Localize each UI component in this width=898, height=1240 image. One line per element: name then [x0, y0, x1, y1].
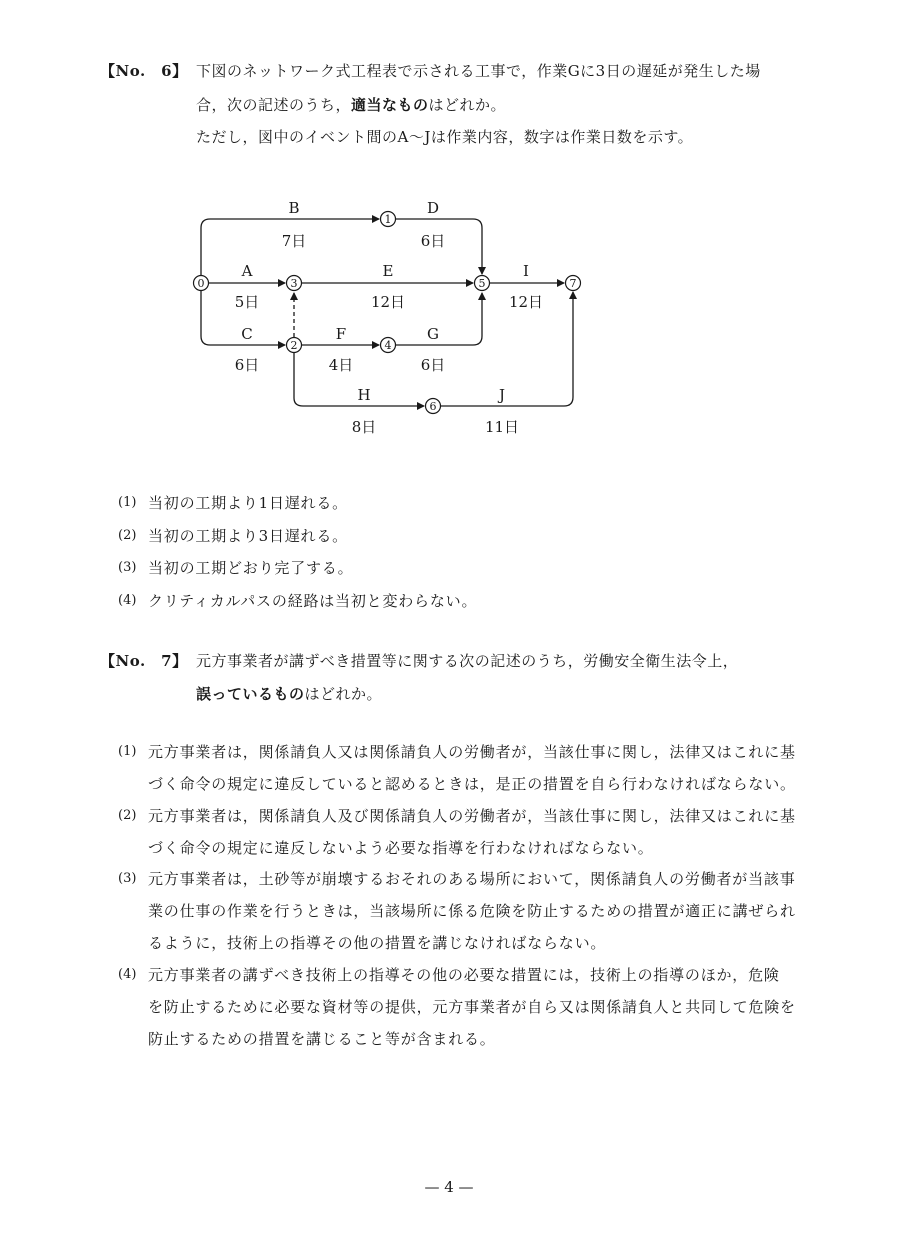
q7-choice-1-line-2: づく命令の規定に違反していると認めるときは，是正の措置を自ら行わなければならない。 — [148, 775, 796, 793]
node-1-label: 1 — [384, 213, 392, 226]
q7-choice-1-number: (1) — [118, 744, 137, 759]
activity-I-days: 12日 — [508, 293, 544, 311]
activity-B-days: 7日 — [281, 232, 307, 250]
node-5-label: 5 — [478, 277, 486, 290]
node-0-label: 0 — [197, 277, 205, 290]
activity-D-days: 6日 — [420, 232, 446, 250]
q7-choice-3-line-3: るように，技術上の指導その他の措置を講じなければならない。 — [148, 934, 607, 952]
activity-B-name: B — [288, 199, 300, 217]
q6-choice-4-number: (4) — [118, 593, 137, 608]
question-7-number: 【No. 7】 — [100, 652, 188, 670]
q6-choice-1-number: (1) — [118, 495, 137, 510]
network-diagram — [0, 0, 898, 480]
activity-G-days: 6日 — [420, 356, 446, 374]
question-6-text-line-1: 下図のネットワーク式工程表で示される工事で，作業Gに3日の遅延が発生した場 — [196, 62, 761, 80]
node-2-label: 2 — [290, 339, 298, 352]
page-number: — 4 — — [424, 1178, 474, 1196]
activity-G-name: G — [427, 325, 439, 343]
q7-choice-3-line-2: 業の仕事の作業を行うときは，当該場所に係る危険を防止するための措置が適正に講ぜられ — [148, 902, 796, 920]
q7-choice-4-line-2: を防止するために必要な資材等の提供，元方事業者が自ら又は関係請負人と共同して危険を — [148, 998, 796, 1016]
q7-choice-2-number: (2) — [118, 808, 137, 823]
question-6-text-line-3: ただし，図中のイベント間のA～Jは作業内容，数字は作業日数を示す。 — [196, 128, 694, 146]
q7-choice-4-number: (4) — [118, 967, 137, 982]
node-4-label: 4 — [384, 339, 392, 352]
activity-C-name: C — [241, 325, 253, 343]
question-7-text-line-2-post: はどれか。 — [304, 685, 383, 703]
q7-choice-2-line-1: 元方事業者は，関係請負人及び関係請負人の労働者が，当該仕事に関し，法律又はこれに基 — [148, 807, 796, 825]
q7-choice-3-number: (3) — [118, 871, 137, 886]
q7-choice-2-line-2: づく命令の規定に違反しないよう必要な指導を行わなければならない。 — [148, 839, 654, 857]
activity-A-name: A — [241, 262, 253, 280]
activity-F-days: 4日 — [328, 356, 354, 374]
activity-J-days: 11日 — [484, 418, 520, 436]
question-6-number: 【No. 6】 — [100, 62, 188, 80]
activity-H-name: H — [357, 386, 371, 404]
activity-F-name: F — [335, 325, 347, 343]
node-7-label: 7 — [569, 277, 577, 290]
activity-E-days: 12日 — [370, 293, 406, 311]
q7-choice-4-line-1: 元方事業者の講ずべき技術上の指導その他の必要な措置には，技術上の指導のほか，危険 — [148, 966, 780, 984]
node-3-label: 3 — [290, 277, 298, 290]
q7-choice-3-line-1: 元方事業者は，土砂等が崩壊するおそれのある場所において，関係請負人の労働者が当該事 — [148, 870, 796, 888]
activity-C-days: 6日 — [234, 356, 260, 374]
question-6-emphasis: 適当なもの — [351, 96, 429, 114]
activity-D-name: D — [426, 199, 440, 217]
activity-E-name: E — [382, 262, 394, 280]
question-6-text-line-2-pre: 合，次の記述のうち， — [196, 96, 352, 114]
activity-I-name: I — [523, 262, 529, 280]
question-6-text-line-2-post: はどれか。 — [428, 96, 507, 114]
question-7-emphasis: 誤っているもの — [196, 685, 305, 703]
activity-A-days: 5日 — [234, 293, 260, 311]
q6-choice-4-text: クリティカルパスの経路は当初と変わらない。 — [148, 592, 478, 610]
q6-choice-1-text: 当初の工期より1日遅れる。 — [148, 494, 348, 512]
edge-6-7 — [441, 292, 573, 406]
q6-choice-3-number: (3) — [118, 560, 137, 575]
q6-choice-3-text: 当初の工期どおり完了する。 — [148, 559, 354, 577]
activity-J-name: J — [498, 386, 506, 404]
q7-choice-4-line-3: 防止するための措置を講じること等が含まれる。 — [148, 1030, 496, 1048]
q6-choice-2-text: 当初の工期より3日遅れる。 — [148, 527, 348, 545]
question-7-text-line-2 — [196, 683, 382, 704]
q7-choice-1-line-1: 元方事業者は，関係請負人又は関係請負人の労働者が，当該仕事に関し，法律又はこれに基 — [148, 743, 796, 761]
activity-H-days: 8日 — [351, 418, 377, 436]
question-7-text-line-1: 元方事業者が講ずべき措置等に関する次の記述のうち，労働安全衛生法令上， — [196, 652, 739, 670]
edge-4-5 — [396, 293, 482, 345]
q6-choice-2-number: (2) — [118, 528, 137, 543]
node-6-label: 6 — [429, 400, 437, 413]
